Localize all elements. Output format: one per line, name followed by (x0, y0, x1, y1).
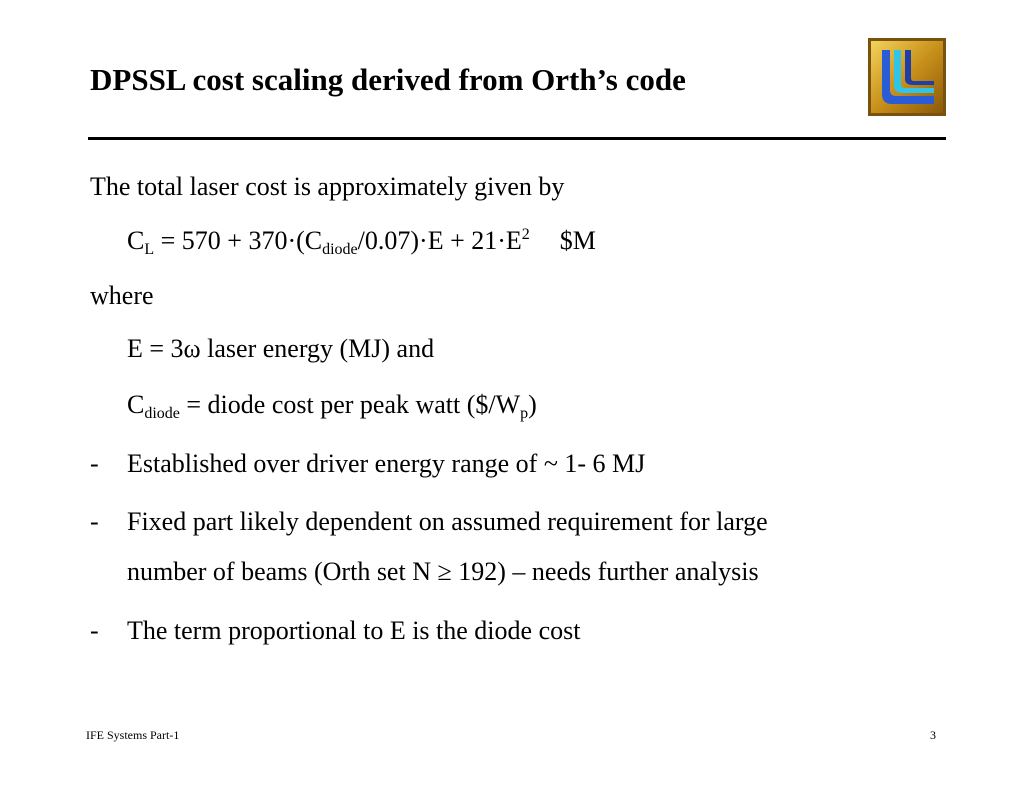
bullet-dash: - (90, 507, 99, 536)
title-divider (88, 137, 946, 140)
footer-title: IFE Systems Part-1 (86, 728, 180, 742)
bullet-text: Established over driver energy range of ~ 1- 6 MJ (127, 449, 646, 478)
bullet-text-continued: number of beams (Orth set N ≥ 192) – needs further analysis (127, 557, 759, 586)
intro-text: The total laser cost is approximately given by (90, 172, 565, 201)
bullet-text: The term proportional to E is the diode cost (127, 616, 581, 645)
formula-unit: $M (559, 226, 596, 255)
cost-formula: $C_L = 570 + 370\cdot(C_{diode}/0.07)\cdot E + 21\cdot E^2$ $M (127, 226, 596, 258)
llnl-logo (868, 38, 946, 116)
where-text: where (90, 281, 154, 310)
bullet-dash: - (90, 449, 99, 478)
slide-title: DPSSL cost scaling derived from Orth’s code (90, 62, 686, 97)
bullet-dash: - (90, 616, 99, 645)
page-number: 3 (930, 728, 936, 742)
bullet-text: Fixed part likely dependent on assumed requirement for large (127, 507, 768, 536)
definition-energy: E = 3ω laser energy (MJ) and (127, 334, 435, 363)
definition-diode-cost: $C_{diode}$ = diode cost per peak watt $(\$/W_p)$ (127, 390, 537, 422)
